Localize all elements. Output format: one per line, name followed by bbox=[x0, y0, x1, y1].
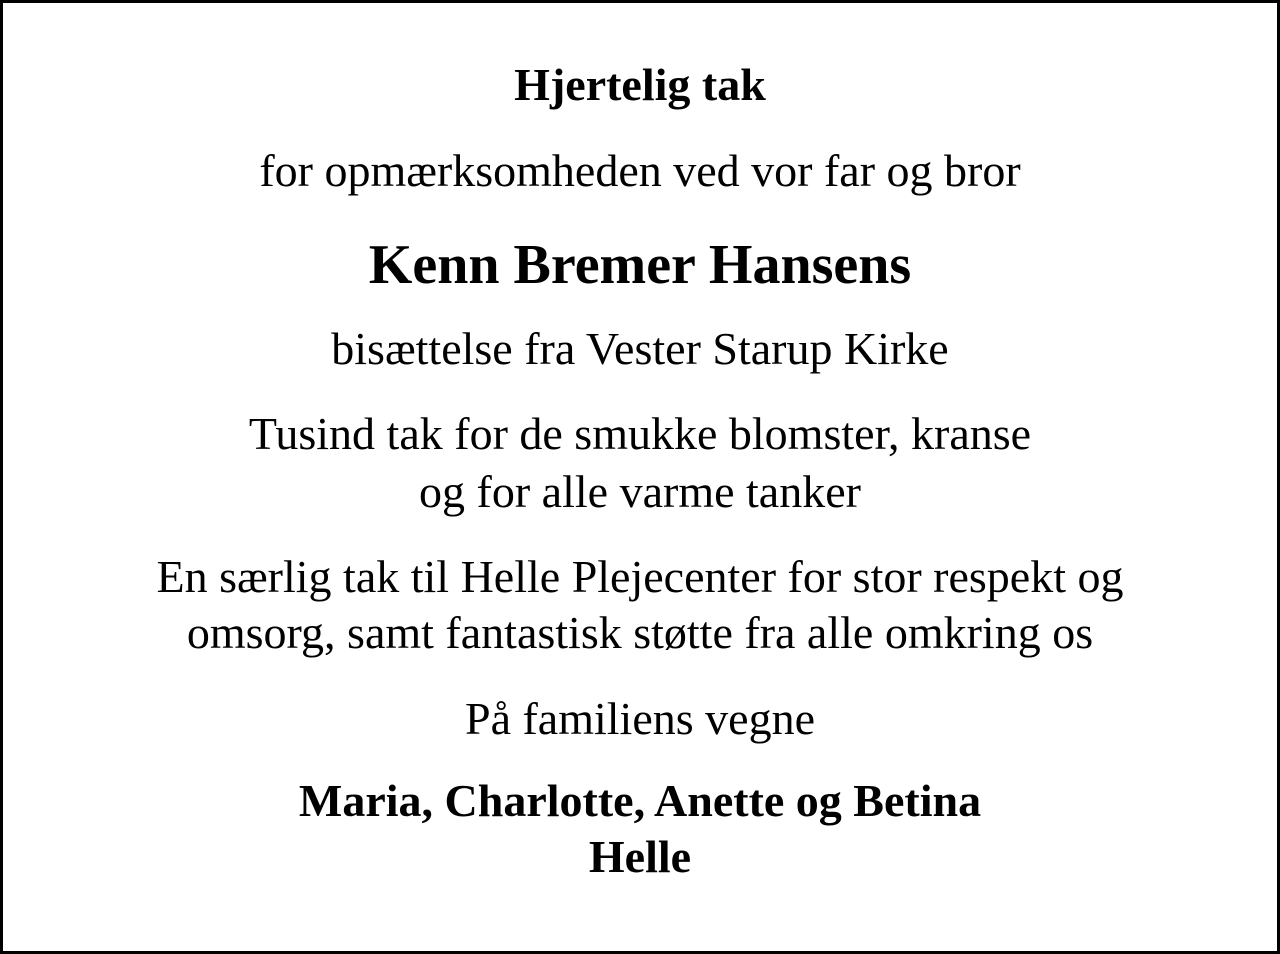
service-info: bisættelse fra Vester Starup Kirke bbox=[331, 323, 949, 374]
notice-heading: Hjertelig tak bbox=[514, 59, 766, 110]
thanks-line-1: Tusind tak for de smukke blomster, kranse bbox=[248, 408, 1032, 459]
special-thanks-line-2: omsorg, samt fantastisk støtte fra alle omkring os bbox=[186, 607, 1094, 658]
thanks-paragraph bbox=[3, 405, 1277, 521]
special-thanks-line-1: En særlig tak til Helle Plejecenter for stor respekt og bbox=[156, 551, 1124, 602]
deceased-name: Kenn Bremer Hansens bbox=[368, 234, 912, 296]
thanks-line-2: og for alle varme tanker bbox=[419, 466, 861, 517]
signers-line-1: Maria, Charlotte, Anette og Betina bbox=[298, 775, 982, 826]
notice-intro: for opmærksomheden ved vor far og bror bbox=[259, 145, 1021, 196]
signers-line-2: Helle bbox=[588, 831, 692, 882]
signoff: På familiens vegne bbox=[464, 693, 815, 744]
special-thanks-paragraph bbox=[3, 549, 1277, 661]
signers bbox=[3, 773, 1277, 885]
